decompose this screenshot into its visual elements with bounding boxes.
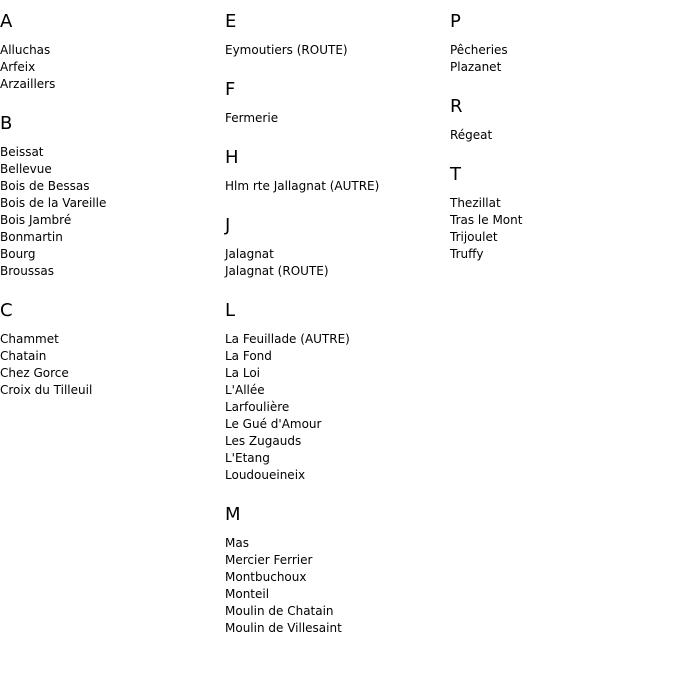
letter-group-e — [225, 10, 445, 59]
place-link[interactable]: Arfeix — [0, 60, 36, 74]
place-list — [225, 246, 445, 280]
place-link[interactable]: Larfoulière — [225, 400, 290, 414]
place-list — [450, 195, 670, 263]
letter-group-p — [450, 10, 670, 76]
place-link[interactable]: Jalagnat — [225, 247, 274, 261]
place-link[interactable]: Arzaillers — [0, 77, 56, 91]
letter-group-c — [0, 299, 220, 399]
place-link[interactable]: Alluchas — [0, 43, 51, 57]
place-link[interactable]: Beissat — [0, 145, 44, 159]
letter-heading: C — [0, 300, 13, 321]
place-link[interactable]: Tras le Mont — [450, 213, 523, 227]
place-link[interactable]: Pêcheries — [450, 43, 508, 57]
place-link[interactable]: Chammet — [0, 332, 59, 346]
place-link[interactable]: Bonmartin — [0, 230, 63, 244]
place-link[interactable]: Régeat — [450, 128, 493, 142]
letter-group-l — [225, 299, 445, 484]
place-link[interactable]: Les Zugauds — [225, 434, 302, 448]
place-link[interactable]: La Loi — [225, 366, 261, 380]
place-link[interactable]: Chez Gorce — [0, 366, 69, 380]
place-link[interactable]: Truffy — [450, 247, 484, 261]
place-list — [450, 127, 670, 144]
index-column-3 — [450, 0, 670, 282]
place-link[interactable]: Monteil — [225, 587, 270, 601]
letter-heading: M — [225, 504, 241, 525]
place-link[interactable]: Loudoueineix — [225, 468, 306, 482]
letter-group-h — [225, 146, 445, 195]
letter-heading: P — [450, 11, 461, 32]
letter-heading: F — [225, 79, 236, 100]
letter-heading: T — [450, 164, 461, 185]
place-link[interactable]: Jalagnat (ROUTE) — [225, 264, 329, 278]
place-link[interactable]: Moulin de Villesaint — [225, 621, 342, 635]
place-link[interactable]: Plazanet — [450, 60, 502, 74]
letter-group-f — [225, 78, 445, 127]
letter-heading: B — [0, 113, 13, 134]
place-link[interactable]: Chatain — [0, 349, 47, 363]
place-list — [225, 110, 445, 127]
place-link[interactable]: Bois de Bessas — [0, 179, 90, 193]
letter-heading: L — [225, 300, 236, 321]
place-link[interactable]: Moulin de Chatain — [225, 604, 334, 618]
place-link[interactable]: Hlm rte Jallagnat (AUTRE) — [225, 179, 380, 193]
place-list — [225, 42, 445, 59]
letter-heading: A — [0, 11, 13, 32]
letter-group-m — [225, 503, 445, 637]
place-link[interactable]: L'Allée — [225, 383, 265, 397]
place-list — [225, 331, 445, 484]
index-column-2 — [225, 0, 445, 656]
letter-group-a — [0, 10, 220, 93]
place-list — [450, 42, 670, 76]
letter-heading: H — [225, 147, 239, 168]
place-link[interactable]: Mas — [225, 536, 249, 550]
place-list — [0, 42, 220, 93]
place-link[interactable]: Montbuchoux — [225, 570, 307, 584]
place-list — [225, 535, 445, 637]
letter-group-j — [225, 214, 445, 280]
place-list — [225, 178, 445, 195]
letter-heading: E — [225, 11, 237, 32]
place-link[interactable]: Croix du Tilleuil — [0, 383, 93, 397]
place-list — [0, 144, 220, 280]
place-link[interactable]: Trijoulet — [450, 230, 498, 244]
place-link[interactable]: Mercier Ferrier — [225, 553, 313, 567]
place-link[interactable]: Fermerie — [225, 111, 279, 125]
place-link[interactable]: Bellevue — [0, 162, 52, 176]
place-link[interactable]: Bois de la Vareille — [0, 196, 107, 210]
place-link[interactable]: La Fond — [225, 349, 272, 363]
place-link[interactable]: L'Etang — [225, 451, 270, 465]
place-link[interactable]: La Feuillade (AUTRE) — [225, 332, 350, 346]
letter-group-b — [0, 112, 220, 280]
place-link[interactable]: Bourg — [0, 247, 36, 261]
place-link[interactable]: Thezillat — [450, 196, 501, 210]
place-link[interactable]: Le Gué d'Amour — [225, 417, 322, 431]
place-link[interactable]: Eymoutiers (ROUTE) — [225, 43, 348, 57]
letter-heading: R — [450, 96, 463, 117]
letter-group-t — [450, 163, 670, 263]
letter-heading: J — [225, 215, 231, 236]
index-column-1 — [0, 0, 220, 418]
letter-group-r — [450, 95, 670, 144]
place-link[interactable]: Bois Jambré — [0, 213, 72, 227]
place-list — [0, 331, 220, 399]
place-link[interactable]: Broussas — [0, 264, 54, 278]
